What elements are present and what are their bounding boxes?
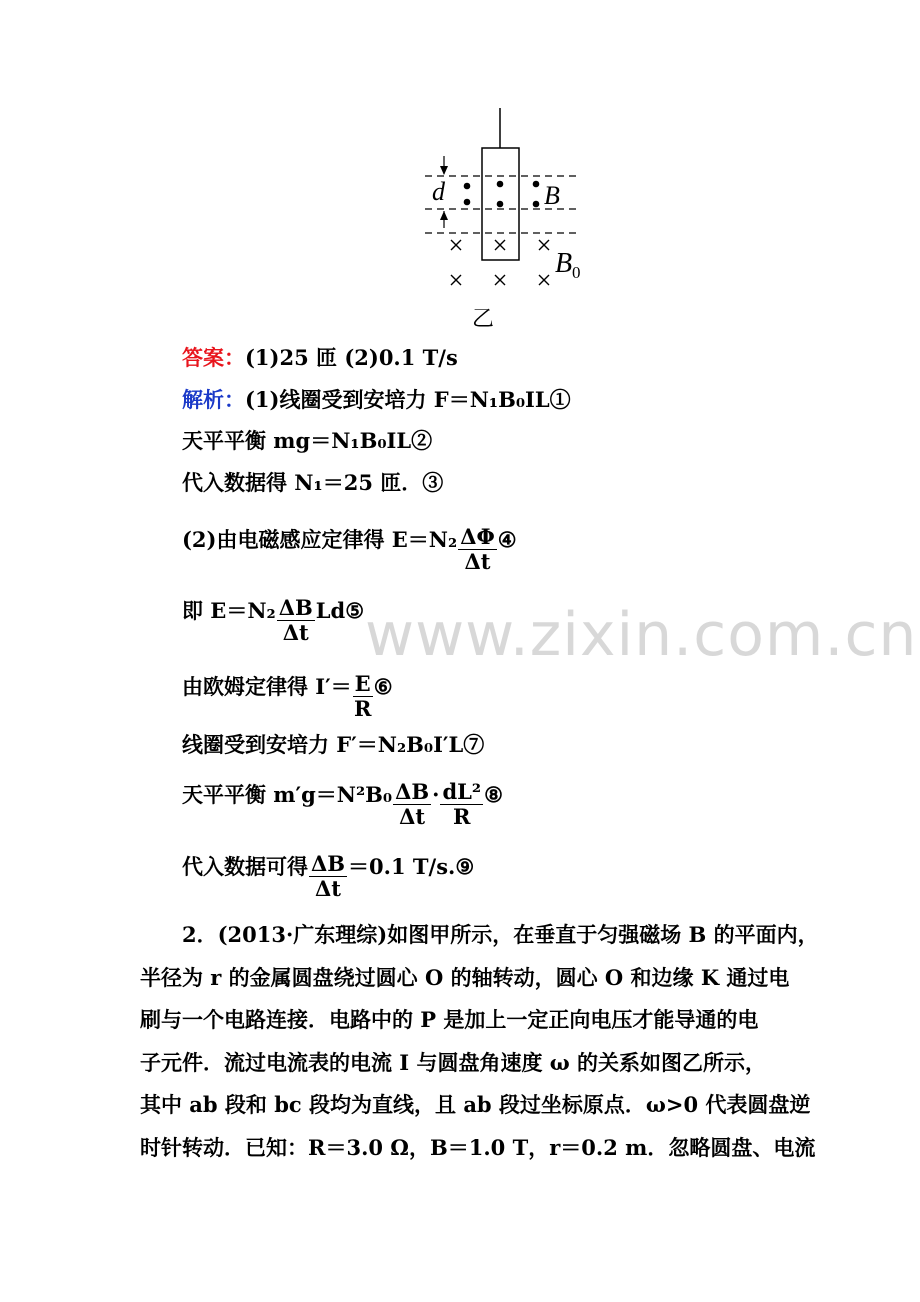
field-crosses [451,240,549,285]
eq5-denominator: Δt [282,620,309,645]
eq8-denominator-1: Δt [399,804,426,829]
magnetic-field-diagram [410,100,610,290]
eq9-denominator: Δt [315,876,342,901]
analysis-line-8 [182,780,503,829]
problem2-line-2: 半径为 r 的金属圆盘绕过圆心 O 的轴转动，圆心 O 和边缘 K 通过电 [140,965,790,990]
eq8-numerator-2: dL² [442,779,482,804]
eq6-denominator: R [353,696,372,721]
answer-label: 答案： [182,345,245,370]
d-label: d [432,177,445,206]
analysis-line-4 [182,525,517,574]
analysis-text-1: (1)线圈受到安培力 F＝N₁B₀IL① [245,387,571,412]
eq5-numerator: ΔB [278,595,313,620]
eq4-numerator: ΔΦ [460,524,495,549]
analysis-line-3: 代入数据得 N₁＝25 匝．③ [182,470,444,495]
problem2-line-4: 子元件．流过电流表的电流 I 与圆盘角速度 ω 的关系如图乙所示， [140,1050,767,1075]
eq8-dot: · [432,782,440,807]
b0-subscript: 0 [572,263,581,282]
eq8-denominator-2: R [453,804,471,829]
analysis-line-7: 线圈受到安培力 F′＝N₂B₀I′L⑦ [182,732,485,757]
eq6-prefix: 由欧姆定律得 I′＝ [182,674,352,699]
eq6-suffix: ⑥ [373,674,393,699]
analysis-line-2: 天平平衡 mg＝N₁B₀IL② [182,428,433,453]
eq4-prefix: (2)由电磁感应定律得 E＝N₂ [182,527,458,552]
figure-label: 乙 [472,307,495,332]
analysis-line-6 [182,672,393,721]
eq8-numerator-1: ΔB [395,779,430,804]
problem2-line-1: 2．(2013·广东理综)如图甲所示，在垂直于匀强磁场 B 的平面内， [182,922,819,947]
answer-text: (1)25 匝 (2)0.1 T/s [245,345,458,370]
problem2-line-3: 刷与一个电路连接．电路中的 P 是加上一定正向电压才能导通的电 [140,1007,759,1032]
eq6-fraction [353,672,373,721]
eq8-fraction-2 [440,780,483,829]
eq9-suffix: ＝0.1 T/s.⑨ [348,854,475,879]
eq4-denominator: Δt [464,549,491,574]
eq4-suffix: ④ [497,527,517,552]
analysis-line-1 [182,385,571,415]
eq6-numerator: E [354,671,371,696]
watermark: www.zixin.com.cn [365,600,918,670]
problem2-line-5: 其中 ab 段和 bc 段均为直线，且 ab 段过坐标原点．ω>0 代表圆盘逆 [140,1092,811,1117]
analysis-line-9 [182,852,474,901]
answer-line [182,343,458,373]
eq9-numerator: ΔB [311,851,346,876]
b0-label: B [555,248,573,279]
eq8-prefix: 天平平衡 m′g＝N²B₀ [182,782,393,807]
b-label: B [544,181,560,210]
problem2-line-6: 时针转动．已知：R＝3.0 Ω，B＝1.0 T，r＝0.2 m．忽略圆盘、电流 [140,1135,816,1160]
analysis-line-5 [182,596,364,645]
eq9-prefix: 代入数据可得 [182,854,308,879]
eq8-suffix: ⑧ [484,782,503,807]
eq8-fraction-1 [393,780,431,829]
eq5-fraction [277,596,315,645]
eq4-fraction [458,525,497,574]
eq5-suffix: Ld⑤ [315,598,365,623]
eq5-prefix: 即 E＝N₂ [182,598,276,623]
eq9-fraction [309,852,347,901]
analysis-label: 解析： [182,387,245,412]
field-dots [464,181,540,208]
